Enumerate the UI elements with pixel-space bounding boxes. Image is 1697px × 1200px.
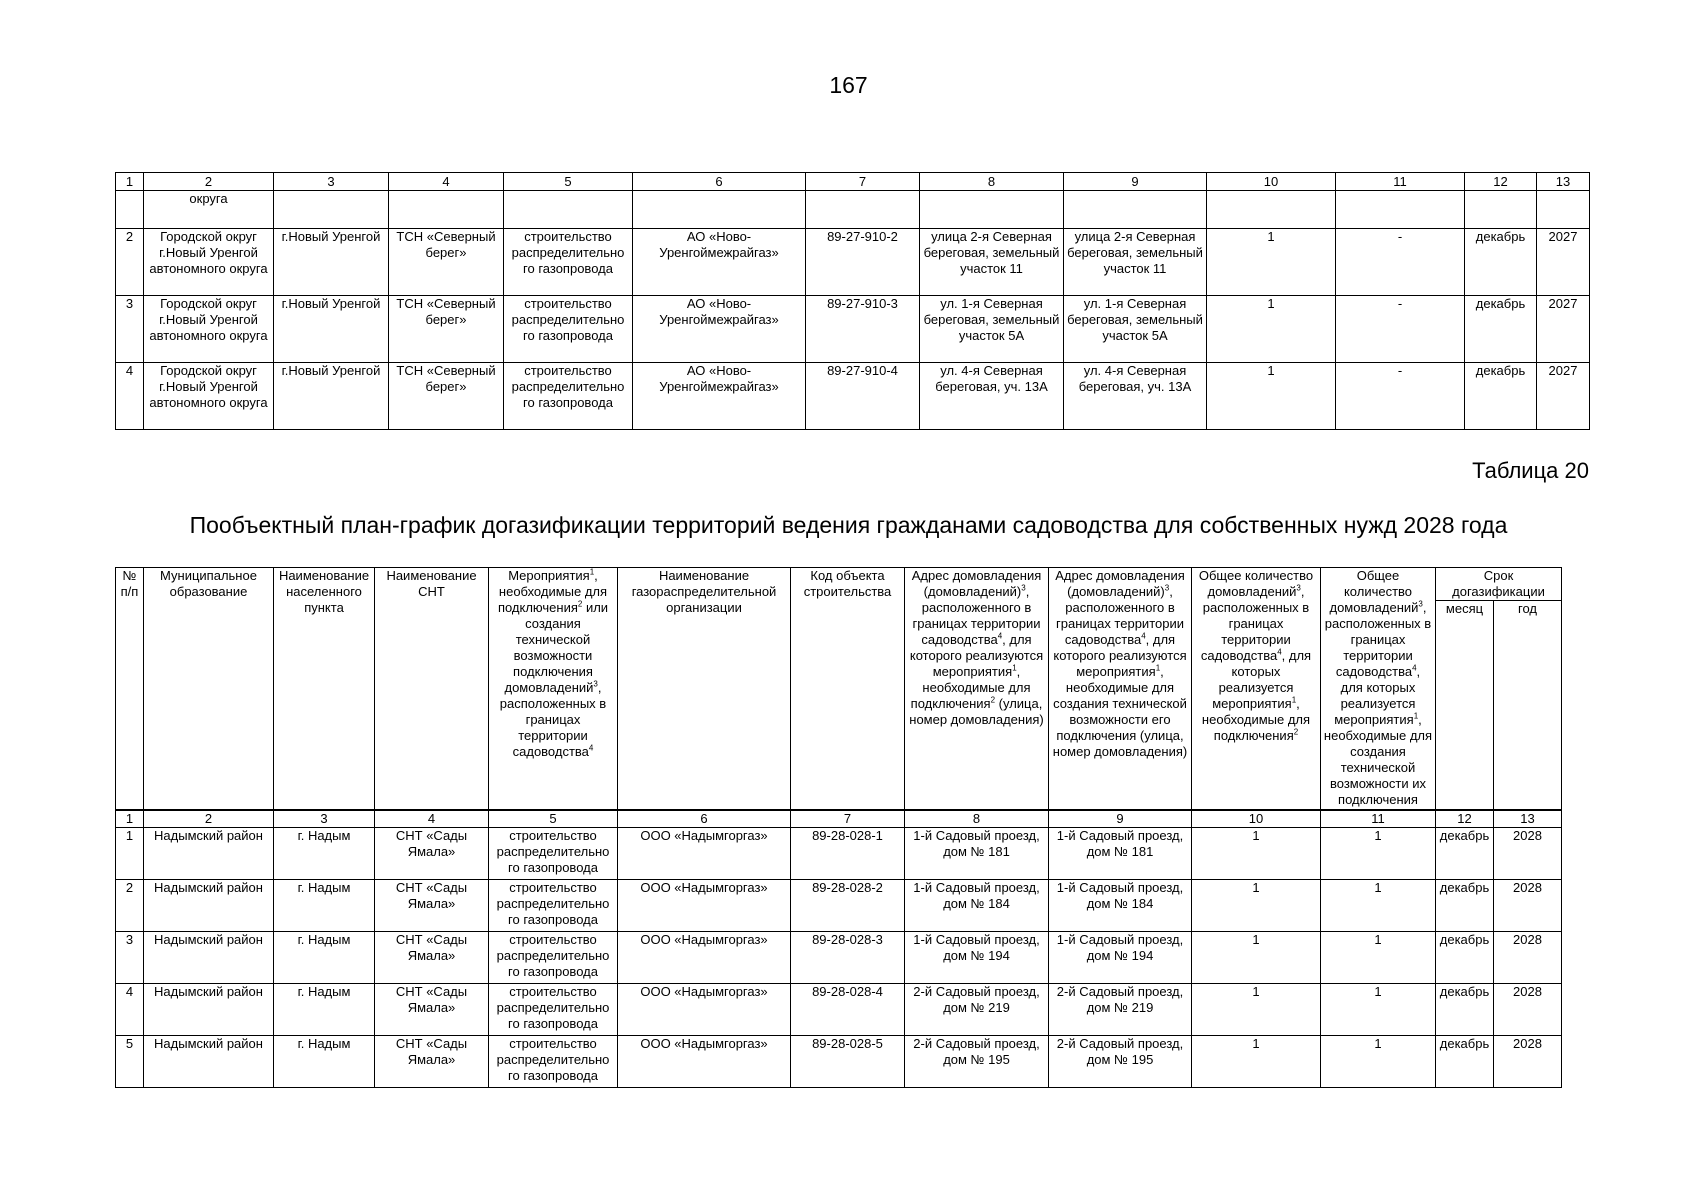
cell-count1: 1 [1192,828,1321,880]
cell-settlement: г.Новый Уренгой [274,363,389,430]
column-number: 6 [618,810,791,828]
cell-count2: - [1336,229,1465,296]
column-number: 5 [489,810,618,828]
header-snt: Наименование СНТ [375,568,489,811]
column-number: 8 [905,810,1049,828]
cell-address2: 1-й Садовый проезд, дом № 184 [1049,880,1192,932]
cell-address1: 2-й Садовый проезд, дом № 219 [905,984,1049,1036]
column-number-row [116,173,1590,191]
cell-month: декабрь [1465,296,1537,363]
column-number: 3 [274,173,389,191]
header-count2: Общее количество домовладений$^3$, расположенных в границах территории садоводства$^4$, для которых реализуется мероприятия$^1$, необходимые для создания технической возможности их подключения [1321,568,1436,811]
cell-measures: строительство распределительно го газопровода [504,229,633,296]
cell-address2: ул. 4-я Северная береговая, уч. 13А [1064,363,1207,430]
cell-code: 89-27-910-2 [806,229,920,296]
cell-municipality: Городской округ г.Новый Уренгой автономного округа [144,363,274,430]
cell-year: 2027 [1537,229,1590,296]
cell-gas-org: ООО «Надымгоргаз» [618,984,791,1036]
table-caption: Таблица 20 [1472,458,1589,483]
header-count1: Общее количество домовладений$^3$, расположенных в границах территории садоводства$^4$, для которых реализуется мероприятия$^1$, необходимые для подключения$^2$ [1192,568,1321,811]
cell-count2: 1 [1321,880,1436,932]
cell-gas-org: АО «Ново-Уренгоймежрайгаз» [633,363,806,430]
cell-code: 89-28-028-5 [791,1036,905,1088]
cell-gas-org: ООО «Надымгоргаз» [618,1036,791,1088]
table-row [116,984,1562,1036]
cell-month: декабрь [1465,229,1537,296]
cell-settlement: г. Надым [274,932,375,984]
cell-address1: 2-й Садовый проезд, дом № 195 [905,1036,1049,1088]
cell-measures: строительство распределительно го газопровода [489,880,618,932]
cell-year: 2028 [1494,932,1562,984]
cell-num: 1 [116,828,144,880]
column-number: 4 [389,173,504,191]
column-number: 1 [116,810,144,828]
cell-gas-org: ООО «Надымгоргаз» [618,828,791,880]
cell-snt: СНТ «Сады Ямала» [375,1036,489,1088]
cell-address2: ул. 1-я Северная береговая, земельный участок 5А [1064,296,1207,363]
cell-address1: ул. 1-я Северная береговая, земельный участок 5А [920,296,1064,363]
column-number: 3 [274,810,375,828]
cell-address2: 1-й Садовый проезд, дом № 181 [1049,828,1192,880]
column-number: 7 [791,810,905,828]
cell-year: 2028 [1494,984,1562,1036]
cell-settlement: г. Надым [274,984,375,1036]
cell-gas-org: ООО «Надымгоргаз» [618,880,791,932]
cell-year: 2027 [1537,363,1590,430]
cell-month: декабрь [1465,363,1537,430]
cell-measures: строительство распределительно го газопровода [489,1036,618,1088]
cell-settlement: г. Надым [274,880,375,932]
cell-month: декабрь [1436,984,1494,1036]
cell-measures: строительство распределительно го газопровода [489,932,618,984]
cell-year: 2028 [1494,1036,1562,1088]
column-number: 9 [1064,173,1207,191]
cell-gas-org: АО «Ново-Уренгоймежрайгаз» [633,229,806,296]
cell-municipality: Надымский район [144,828,274,880]
cell-settlement: г. Надым [274,828,375,880]
cell-num: 2 [116,229,144,296]
cell-snt: ТСН «Северный берег» [389,229,504,296]
table-row [116,880,1562,932]
cell-code: 89-28-028-3 [791,932,905,984]
cell-count2: 1 [1321,932,1436,984]
cell-code: 89-28-028-1 [791,828,905,880]
cell-count1: 1 [1207,363,1336,430]
header-measures: Мероприятия$^1$, необходимые для подключения$^2$ или создания технической возможности подключения домовладений$^3$, расположенных в границах территории садоводства$^4$ [489,568,618,811]
page-number: 167 [829,72,868,98]
cell-month: декабрь [1436,828,1494,880]
cell-municipality: Надымский район [144,880,274,932]
cell-snt: СНТ «Сады Ямала» [375,880,489,932]
column-number: 13 [1494,810,1562,828]
table-row [116,828,1562,880]
cell-count1: 1 [1192,880,1321,932]
cell-measures: строительство распределительно го газопровода [504,363,633,430]
cell-settlement: г.Новый Уренгой [274,229,389,296]
cell-municipality: Городской округ г.Новый Уренгой автономного округа [144,296,274,363]
cell-measures: строительство распределительно го газопровода [489,984,618,1036]
header-deadline: Срок догазификации [1436,568,1562,601]
cell-year: 2028 [1494,880,1562,932]
column-number: 12 [1465,173,1537,191]
cell-num: 4 [116,363,144,430]
cell-address1: ул. 4-я Северная береговая, уч. 13А [920,363,1064,430]
header-settlement: Наименование населенного пункта [274,568,375,811]
cell-year: 2027 [1537,296,1590,363]
cell-count1: 1 [1192,984,1321,1036]
cell-count1: 1 [1192,1036,1321,1088]
cell-code: 89-28-028-4 [791,984,905,1036]
table-row [116,363,1590,430]
header-municipality: Муниципальное образование [144,568,274,811]
cell-num: 4 [116,984,144,1036]
continuation-row [116,191,1590,229]
table-title: Пообъектный план-график догазификации территорий ведения гражданами садоводства для собственных нужд 2028 года [189,512,1508,538]
cell-code: 89-27-910-4 [806,363,920,430]
column-number: 2 [144,173,274,191]
cell-municipality: Надымский район [144,1036,274,1088]
column-number: 13 [1537,173,1590,191]
column-number: 8 [920,173,1064,191]
header-address2: Адрес домовладения (домовладений)$^3$, расположенного в границах территории садоводства$^4$, для которого реализуются мероприятия$^1$, необходимые для создания технической возможности его подключения (улица, номер домовладения) [1049,568,1192,811]
cell-address2: улица 2-я Северная береговая, земельный участок 11 [1064,229,1207,296]
continuation-fragment: округа [144,191,274,229]
cell-address2: 1-й Садовый проезд, дом № 194 [1049,932,1192,984]
cell-count1: 1 [1192,932,1321,984]
cell-snt: ТСН «Северный берег» [389,363,504,430]
cell-snt: СНТ «Сады Ямала» [375,932,489,984]
cell-month: декабрь [1436,880,1494,932]
cell-snt: СНТ «Сады Ямала» [375,984,489,1036]
table-row [116,932,1562,984]
cell-count2: 1 [1321,984,1436,1036]
cell-gas-org: АО «Ново-Уренгоймежрайгаз» [633,296,806,363]
cell-municipality: Надымский район [144,932,274,984]
cell-month: декабрь [1436,1036,1494,1088]
cell-count2: 1 [1321,828,1436,880]
cell-num: 3 [116,296,144,363]
table-row [116,296,1590,363]
header-gas-org: Наименование газораспределительной организации [618,568,791,811]
cell-count2: - [1336,363,1465,430]
cell-address1: улица 2-я Северная береговая, земельный участок 11 [920,229,1064,296]
cell-settlement: г.Новый Уренгой [274,296,389,363]
column-number: 7 [806,173,920,191]
cell-num: 5 [116,1036,144,1088]
header-num: № п/п [116,568,144,811]
column-number: 4 [375,810,489,828]
cell-count1: 1 [1207,296,1336,363]
header-month: месяц [1436,601,1494,811]
cell-month: декабрь [1436,932,1494,984]
gasification-schedule-table [115,567,1562,1088]
cell-code: 89-27-910-3 [806,296,920,363]
cell-year: 2028 [1494,828,1562,880]
cell-count1: 1 [1207,229,1336,296]
cell-settlement: г. Надым [274,1036,375,1088]
column-number: 12 [1436,810,1494,828]
cell-measures: строительство распределительно го газопровода [489,828,618,880]
header-year: год [1494,601,1562,811]
column-number: 6 [633,173,806,191]
cell-snt: СНТ «Сады Ямала» [375,828,489,880]
cell-address2: 2-й Садовый проезд, дом № 219 [1049,984,1192,1036]
column-number: 1 [116,173,144,191]
cell-gas-org: ООО «Надымгоргаз» [618,932,791,984]
column-number: 5 [504,173,633,191]
continued-table [115,172,1590,430]
table-row [116,1036,1562,1088]
table-row [116,229,1590,296]
cell-num: 3 [116,932,144,984]
cell-address1: 1-й Садовый проезд, дом № 181 [905,828,1049,880]
column-number: 9 [1049,810,1192,828]
cell-count2: - [1336,296,1465,363]
column-number: 11 [1321,810,1436,828]
cell-municipality: Городской округ г.Новый Уренгой автономного округа [144,229,274,296]
column-number-row [116,810,1562,828]
cell-municipality: Надымский район [144,984,274,1036]
cell-address1: 1-й Садовый проезд, дом № 194 [905,932,1049,984]
header-address1: Адрес домовладения (домовладений)$^3$, расположенного в границах территории садоводства$^4$, для которого реализуются мероприятия$^1$, необходимые для подключения$^2$ (улица, номер домовладения) [905,568,1049,811]
cell-measures: строительство распределительно го газопровода [504,296,633,363]
column-number: 2 [144,810,274,828]
column-number: 10 [1192,810,1321,828]
cell-num: 2 [116,880,144,932]
cell-snt: ТСН «Северный берег» [389,296,504,363]
column-number: 10 [1207,173,1336,191]
cell-code: 89-28-028-2 [791,880,905,932]
column-number: 11 [1336,173,1465,191]
cell-address2: 2-й Садовый проезд, дом № 195 [1049,1036,1192,1088]
cell-address1: 1-й Садовый проезд, дом № 184 [905,880,1049,932]
header-code: Код объекта строительства [791,568,905,811]
header-row [116,568,1562,601]
cell-count2: 1 [1321,1036,1436,1088]
